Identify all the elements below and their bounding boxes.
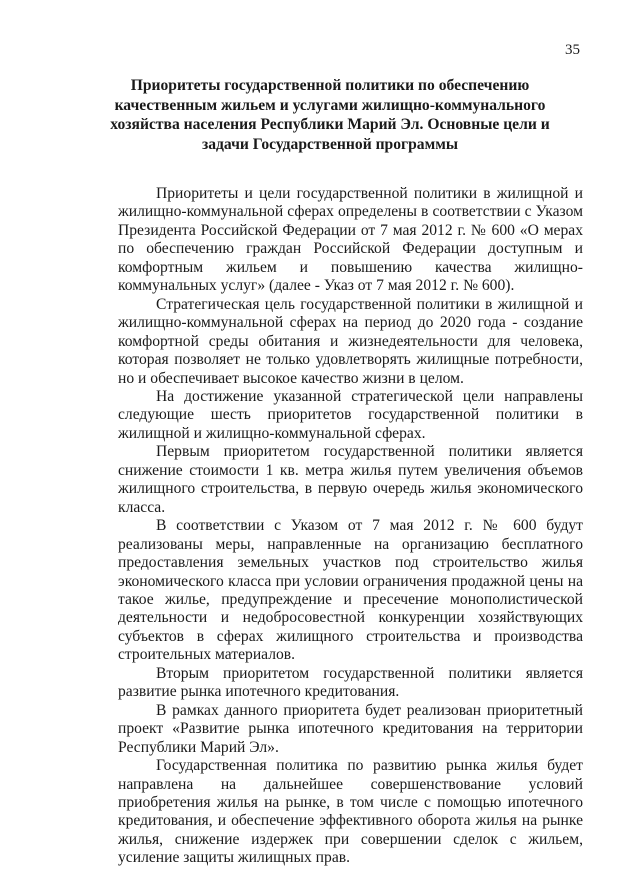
paragraph: На достижение указанной стратегической цели направлены следующие шесть приоритетов государственной политики в жилищной и жилищно-коммунальной сферах. bbox=[118, 387, 583, 442]
paragraph: В соответствии с Указом от 7 мая 2012 г. № 600 будут реализованы меры, направленные на организацию бесплатного предоставления земельных участков под строительство жилья экономического класса при условии ограничения продажной цены на такое жилье, предупреждение и пресечение монополистической деятельности и недобросовестной конкуренции хозяйствующих субъектов в сферах жилищного строительства и производства строительных материалов. bbox=[118, 517, 583, 664]
title-line: хозяйства населения Республики Марий Эл. Основные цели и bbox=[110, 116, 550, 133]
title-line: задачи Государственной программы bbox=[201, 135, 459, 153]
title-line: качественным жильем и услугами жилищно-коммунального bbox=[114, 96, 546, 114]
paragraph: Приоритеты и цели государственной политики в жилищной и жилищно-коммунальной сферах определены в соответствии с Указом Президента Российской Федерации от 7 мая 2012 г. № 600 «О мерах по обеспечению граждан Российской Федерации доступным и комфортным жильем и повышению качества жилищно-коммунальных услуг» (далее - Указ от 7 мая 2012 г. № 600). bbox=[118, 185, 583, 295]
paragraph: Вторым приоритетом государственной политики является развитие рынка ипотечного кредитования. bbox=[118, 664, 583, 701]
paragraph: Стратегическая цель государственной политики в жилищной и жилищно-коммунальной сферах на период до 2020 года - создание комфортной среды обитания и жизнедеятельности для человека, которая позволяет не только удовлетворять жилищные потребности, но и обеспечивает высокое качество жизни в целом. bbox=[118, 295, 583, 387]
paragraph: Первым приоритетом государственной политики является снижение стоимости 1 кв. метра жилья путем увеличения объемов жилищного строительства, в первую очередь жилья экономического класса. bbox=[118, 443, 583, 516]
title-line: Приоритеты государственной политики по обеспечению bbox=[130, 77, 530, 94]
paragraph: В рамках данного приоритета будет реализован приоритетный проект «Развитие рынка ипотечного кредитования на территории Республики Марий Эл». bbox=[118, 701, 583, 756]
document-title bbox=[110, 76, 550, 154]
page-number: 35 bbox=[565, 42, 580, 58]
document-body bbox=[118, 185, 583, 868]
paragraph: Государственная политика по развитию рынка жилья будет направлена на дальнейшее совершенствование условий приобретения жилья на рынке, в том числе с помощью ипотечного кредитования, и обеспечение эффективного оборота жилья на рынке жилья, снижение издержек при совершении сделок с жильем, усиление защиты жилищных прав. bbox=[118, 757, 583, 867]
